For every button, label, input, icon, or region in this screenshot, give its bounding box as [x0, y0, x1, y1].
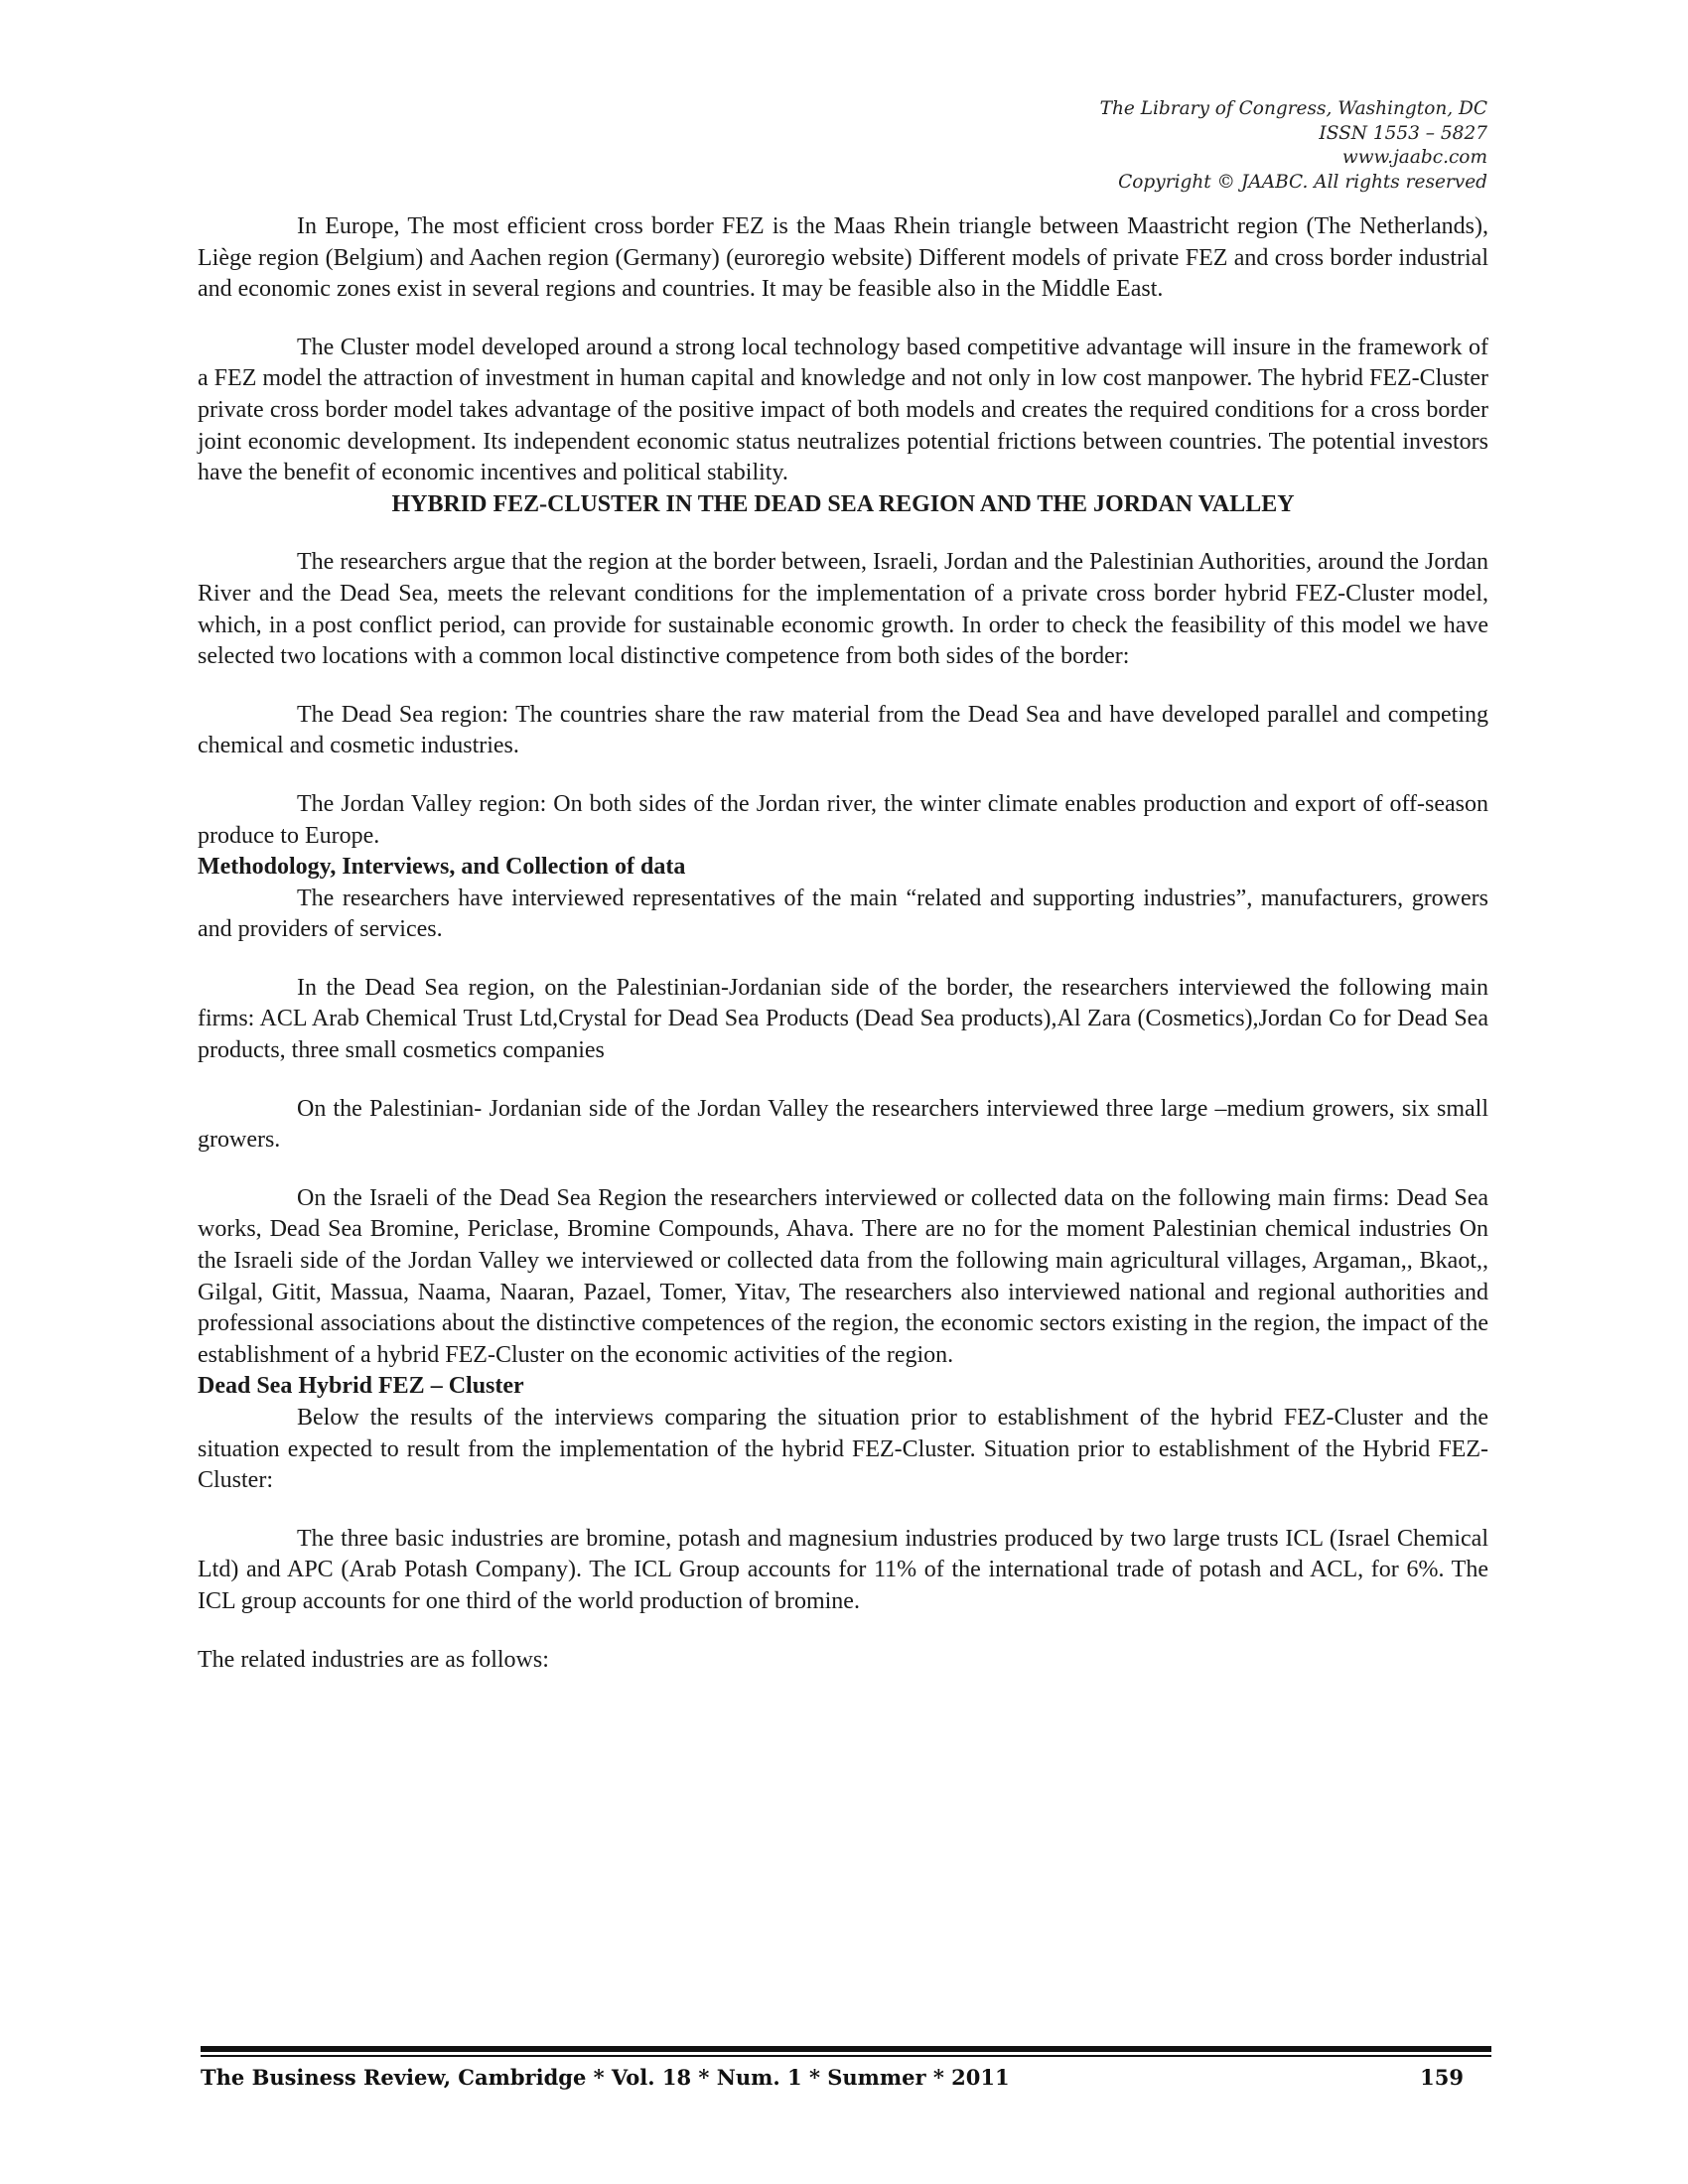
header-issn-line: ISSN 1553 – 5827 [1319, 122, 1487, 144]
section-heading: HYBRID FEZ-CLUSTER IN THE DEAD SEA REGION AND THE JORDAN VALLEY [391, 490, 1295, 517]
footer-journal-citation: The Business Review, Cambridge * Vol. 18 * Num. 1 * Summer * 2011 [201, 2065, 1010, 2090]
paragraph-jordan-valley-growers: On the Palestinian- Jordanian side of the Jordan Valley the researchers interviewed three large –medium growers, six small growers. [198, 1095, 1488, 1154]
header-library-line: The Library of Congress, Washington, DC [1099, 98, 1487, 119]
page-number: 159 [1420, 2065, 1464, 2090]
paragraph-cluster-model: The Cluster model developed around a strong local technology based competitive advantage will insure in the framework of a FEZ model the attraction of investment in human capital and knowledge and not only in low cost manpower. The hybrid FEZ-Cluster private cross border model takes advantage of the positive impact of both models and creates the required conditions for a cross border joint economic development. Its independent economic status neutralizes potential frictions between countries. The potential investors have the benefit of economic incentives and political stability. [198, 334, 1488, 486]
subheading-methodology: Methodology, Interviews, and Collection of data [198, 854, 686, 881]
page-header [792, 97, 1487, 195]
paragraph-interview-results: Below the results of the interviews comparing the situation prior to establishment of the hybrid FEZ-Cluster and the situation expected to result from the implementation of the hybrid FEZ-Cluster. Situation prior to establishment of the Hybrid FEZ-Cluster: [198, 1405, 1488, 1494]
paragraph-basic-industries: The three basic industries are bromine, potash and magnesium industries produced by two large trusts ICL (Israel Chemical Ltd) and APC (Arab Potash Company). The ICL Group accounts for 11% of the international trade of potash and ACL, for 6%. The ICL group accounts for one third of the world production of bromine. [198, 1525, 1488, 1614]
article-body [198, 211, 1488, 1676]
paragraph-related-industries: The related industries are as follows: [198, 1646, 549, 1673]
paragraph-interviewed-representatives: The researchers have interviewed representatives of the main “related and supporting industries”, manufacturers, growers and providers of services. [198, 885, 1488, 943]
paragraph-europe-fez: In Europe, The most efficient cross border FEZ is the Maas Rhein triangle between Maastricht region (The Netherlands), Liège region (Belgium) and Aachen region (Germany) (euroregio website) Different models of private FEZ and cross border industrial and economic zones exist in several regions and countries. It may be feasible also in the Middle East. [198, 213, 1488, 303]
paragraph-israeli-side: On the Israeli of the Dead Sea Region the researchers interviewed or collected data on the following main firms: Dead Sea works, Dead Sea Bromine, Periclase, Bromine Compounds, Ahava. There are no for the moment Palestinian chemical industries On the Israeli side of the Jordan Valley we interviewed or collected data from the following main agricultural villages, Argaman,, Bkaot,, Gilgal, Gitit, Massua, Naama, Naaran, Pazael, Tomer, Yitav, The researchers also interviewed national and regional authorities and professional associations about the distinctive competences of the region, the economic sectors existing in the region, the impact of the establishment of a hybrid FEZ-Cluster on the economic activities of the region. [198, 1184, 1488, 1368]
subheading-dead-sea-hybrid: Dead Sea Hybrid FEZ – Cluster [198, 1373, 524, 1400]
header-website-line: www.jaabc.com [1341, 147, 1487, 168]
footer-rule-thick [201, 2046, 1491, 2052]
paragraph-researchers-argue: The researchers argue that the region at the border between, Israeli, Jordan and the Palestinian Authorities, around the Jordan River and the Dead Sea, meets the relevant conditions for the implementation of a private cross border hybrid FEZ-Cluster model, which, in a post conflict period, can provide for sustainable economic growth. In order to check the feasibility of this model we have selected two locations with a common local distinctive competence from both sides of the border: [198, 549, 1488, 670]
paragraph-dead-sea-firms: In the Dead Sea region, on the Palestinian-Jordanian side of the border, the researchers interviewed the following main firms: ACL Arab Chemical Trust Ltd,Crystal for Dead Sea Products (Dead Sea products),Al Zara (Cosmetics),Jordan Co for Dead Sea products, three small cosmetics companies [198, 974, 1488, 1064]
paragraph-dead-sea-region: The Dead Sea region: The countries share the raw material from the Dead Sea and have developed parallel and competing chemical and cosmetic industries. [198, 701, 1488, 759]
header-copyright-line: Copyright © JAABC. All rights reserved [1118, 171, 1487, 193]
footer-rule-thin [201, 2055, 1491, 2057]
paragraph-jordan-valley-region: The Jordan Valley region: On both sides of the Jordan river, the winter climate enables production and export of off-season produce to Europe. [198, 790, 1488, 849]
